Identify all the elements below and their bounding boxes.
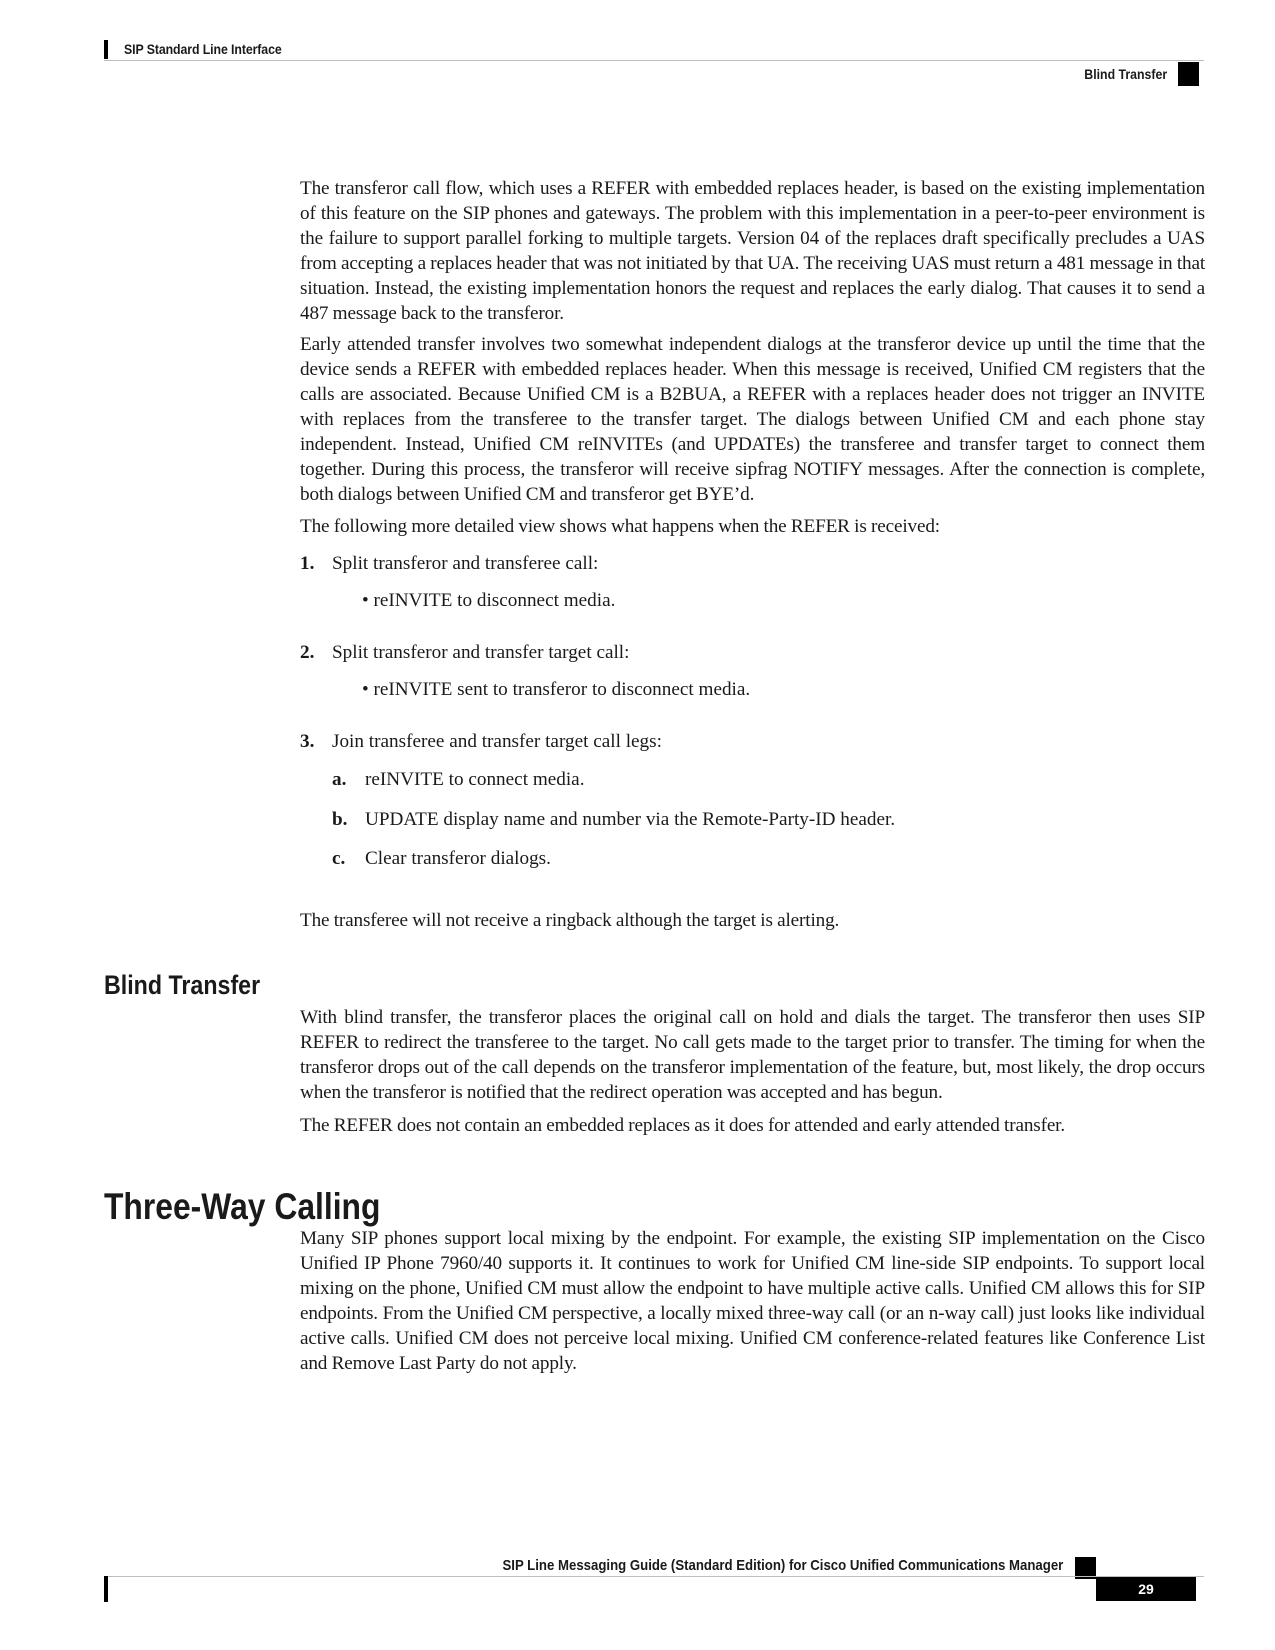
paragraph-early-attended: Early attended transfer involves two somewhat independent dialogs at the transferor device up until the time that the device sends a REFER with embedded replaces header. When this message is received, Unified CM registers that the calls are associated. Because Unified CM is a B2BUA, a REFER with a replaces header does not trigger an INVITE with replaces from the transferee to the transfer target. The dialogs between Unified CM and each phone stay independent. Instead, Unified CM reINVITEs (and UPDATEs) the transferee and transfer target to connect them together. During this process, the transferor will receive sipfrag NOTIFY messages. After the connection is complete, both dialogs between Unified CM and transferor get BYE’d. xyxy=(300,334,1205,505)
paragraph-detailed-view-intro: The following more detailed view shows what happens when the REFER is received: xyxy=(300,516,940,537)
section-heading-blind-transfer: Blind Transfer xyxy=(104,970,261,1000)
paragraph-three-way-calling: Many SIP phones support local mixing by the endpoint. For example, the existing SIP implementation on the Cisco Unified IP Phone 7960/40 supports it. It continues to work for Unified CM line-side SIP endpoints. To support local mixing on the phone, Unified CM must allow the endpoint to have multiple active calls. Unified CM allows this for SIP endpoints. From the Unified CM perspective, a locally mixed three-way call (or an n-way call) just looks like individual active calls. Unified CM does not perceive local mixing. Unified CM conference-related features like Conference List and Remove Last Party do not apply. xyxy=(300,1228,1205,1374)
paragraph-transferor-flow: The transferor call flow, which uses a REFER with embedded replaces header, is based on the existing implementation of this feature on the SIP phones and gateways. The problem with this implementation in a peer-to-peer environment is the failure to support parallel forking to multiple targets. Version 04 of the replaces draft specifically precludes a UAS from accepting a replaces header that was not initiated by that UA. The receiving UAS must return a 481 message in that situation. Instead, the existing implementation honors the request and replaces the early dialog. That causes it to send a 487 message back to the transferor. xyxy=(300,178,1205,324)
step-text: Split transferor and transfer target call: xyxy=(332,642,630,663)
footer-rule xyxy=(104,1576,1204,1577)
substep-letter: a. xyxy=(332,769,347,790)
header-right-marker xyxy=(1178,62,1199,86)
step-bullet: • reINVITE to disconnect media. xyxy=(362,590,616,611)
step-text: Join transferee and transfer target call legs: xyxy=(332,731,662,752)
step-number: 1. xyxy=(300,553,315,574)
header-current-topic: Blind Transfer xyxy=(1084,66,1167,82)
paragraph-ringback-note: The transferee will not receive a ringback although the target is alerting. xyxy=(300,910,840,931)
substep-letter: c. xyxy=(332,848,346,869)
page-number: 29 xyxy=(1096,1577,1196,1601)
step-number: 2. xyxy=(300,642,315,663)
step-number: 3. xyxy=(300,731,315,752)
paragraph-refer-no-replaces: The REFER does not contain an embedded replaces as it does for attended and early attended transfer. xyxy=(300,1115,1066,1136)
section-heading-three-way-calling: Three-Way Calling xyxy=(104,1186,381,1227)
substep-letter: b. xyxy=(332,809,348,830)
footer-guide-title: SIP Line Messaging Guide (Standard Edition) for Cisco Unified Communications Manager xyxy=(502,1557,1063,1574)
step-text: Split transferor and transferee call: xyxy=(332,553,599,574)
header-left-marker xyxy=(104,40,108,59)
substep-text: Clear transferor dialogs. xyxy=(365,848,551,869)
header-doc-section: SIP Standard Line Interface xyxy=(124,41,282,57)
paragraph-blind-transfer: With blind transfer, the transferor places the original call on hold and dials the target. The transferor then uses SIP REFER to redirect the transferee to the target. No call gets made to the target prior to transfer. The timing for when the transferor drops out of the call depends on the transferor implementation of the feature, but, most likely, the drop occurs when the transferor is notified that the redirect operation was accepted and has begun. xyxy=(300,1007,1205,1103)
substep-text: reINVITE to connect media. xyxy=(365,769,585,790)
header-rule xyxy=(104,60,1204,61)
substep-text: UPDATE display name and number via the Remote-Party-ID header. xyxy=(365,809,896,830)
step-bullet: • reINVITE sent to transferor to disconnect media. xyxy=(362,679,751,700)
footer-left-marker xyxy=(104,1576,108,1602)
